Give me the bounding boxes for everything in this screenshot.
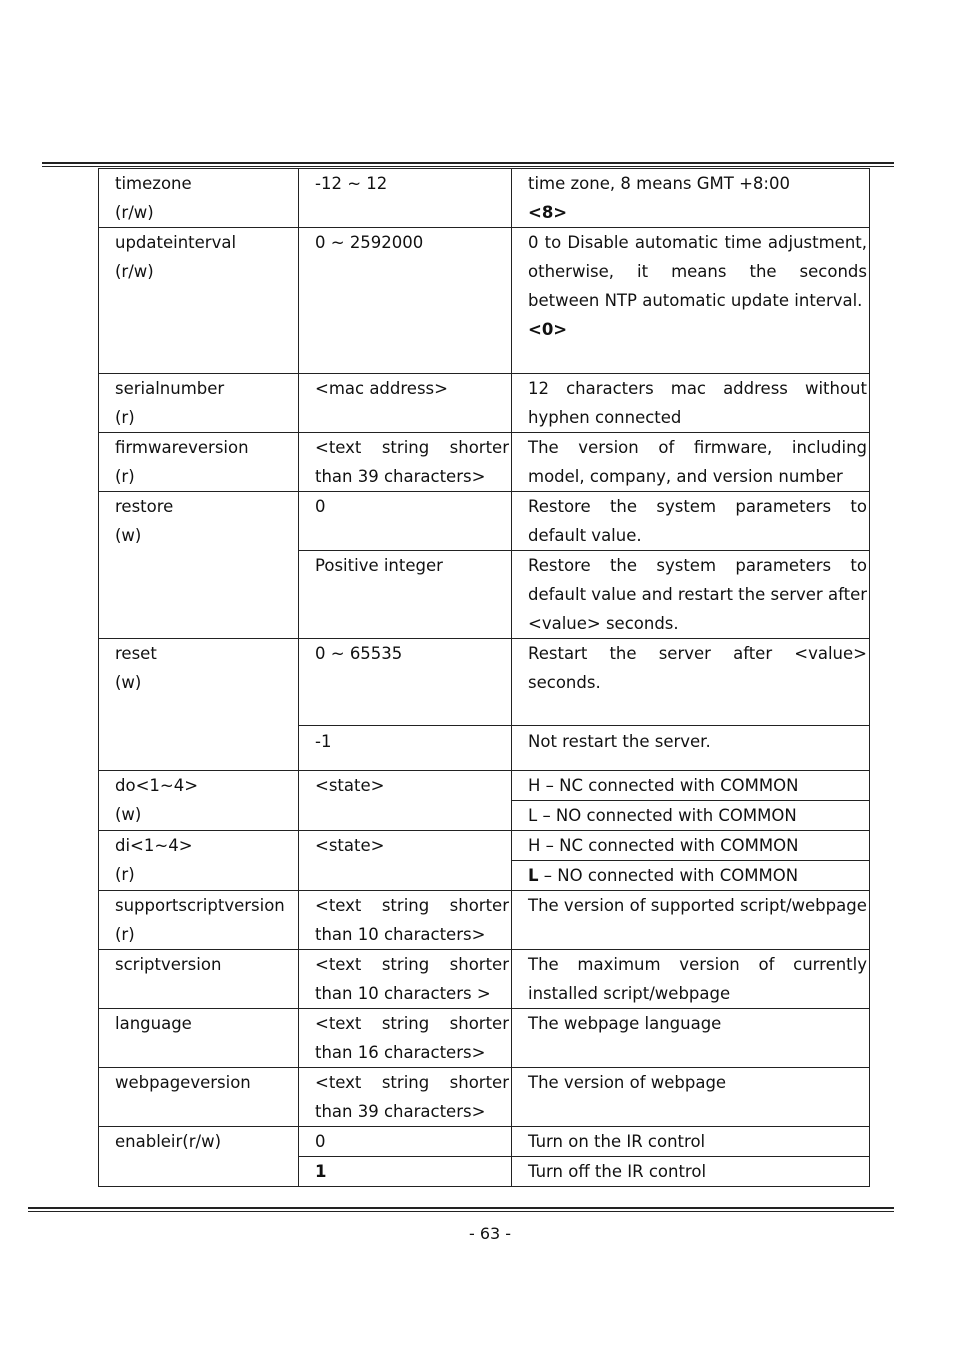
param-access: (w) xyxy=(115,805,142,824)
param-desc-cell xyxy=(512,1009,870,1068)
param-name: webpageversion xyxy=(115,1073,251,1092)
table-row xyxy=(99,169,870,228)
table-row xyxy=(99,891,870,950)
page-number: - 63 - xyxy=(468,1224,512,1243)
param-desc: time zone, 8 means GMT +8:00 xyxy=(528,174,790,193)
param-value: <text string shorter than 39 characters> xyxy=(315,438,509,486)
param-desc-cell xyxy=(512,492,870,551)
param-desc: The version of webpage xyxy=(528,1073,727,1092)
param-desc: – NO connected with COMMON xyxy=(543,866,799,885)
param-desc: The maximum version of currently installed script/webpage xyxy=(528,955,867,1003)
param-access: (r) xyxy=(115,865,135,884)
param-desc: Restore the system parameters to default value. xyxy=(528,497,867,545)
table-row xyxy=(99,1127,870,1157)
param-desc: H – NC connected with COMMON xyxy=(528,836,799,855)
param-name: reset xyxy=(115,644,157,663)
footer-rule-thick xyxy=(28,1207,894,1209)
param-desc: Turn on the IR control xyxy=(528,1132,706,1151)
param-desc: 12 characters mac address without hyphen connected xyxy=(528,379,867,427)
param-name: serialnumber xyxy=(115,379,225,398)
param-default: <8> xyxy=(528,203,568,222)
param-name: language xyxy=(115,1014,192,1033)
param-value: <text string shorter than 16 characters> xyxy=(315,1014,509,1062)
param-value: -12 ~ 12 xyxy=(315,174,388,193)
param-desc: L – NO connected with COMMON xyxy=(528,806,797,825)
parameter-table xyxy=(98,168,870,1187)
param-value: <state> xyxy=(315,836,385,855)
param-name-cell xyxy=(99,1068,299,1127)
param-value-cell xyxy=(299,639,512,726)
param-name: supportscriptversion xyxy=(115,896,285,915)
param-desc-cell xyxy=(512,433,870,492)
param-name: firmwareversion xyxy=(115,438,249,457)
header-rule-thin xyxy=(42,166,894,167)
param-value-cell xyxy=(299,1157,512,1187)
table-row xyxy=(99,639,870,726)
param-value: <mac address> xyxy=(315,379,448,398)
header-rule-thick xyxy=(42,162,894,164)
param-name: di<1~4> xyxy=(115,836,193,855)
param-access: (r) xyxy=(115,925,135,944)
param-access: (r) xyxy=(115,408,135,427)
param-name-cell xyxy=(99,228,299,374)
param-value-cell xyxy=(299,374,512,433)
param-value: <state> xyxy=(315,776,385,795)
param-desc-cell xyxy=(512,861,870,891)
table-row xyxy=(99,1068,870,1127)
param-value: 0 ~ 2592000 xyxy=(315,233,424,252)
param-value-cell xyxy=(299,169,512,228)
param-value-cell xyxy=(299,771,512,831)
param-desc: Restart the server after <value> seconds. xyxy=(528,644,867,692)
param-desc-cell xyxy=(512,801,870,831)
param-value: <text string shorter than 10 characters > xyxy=(315,955,509,1003)
table-row xyxy=(99,1009,870,1068)
param-value-cell xyxy=(299,1009,512,1068)
param-name: scriptversion xyxy=(115,955,222,974)
param-default: <0> xyxy=(528,320,568,339)
param-value: <text string shorter than 39 characters> xyxy=(315,1073,509,1121)
param-desc: Turn off the IR control xyxy=(528,1162,707,1181)
param-name-cell xyxy=(99,433,299,492)
param-name-cell xyxy=(99,639,299,771)
param-desc-cell xyxy=(512,551,870,639)
param-value-cell xyxy=(299,950,512,1009)
param-desc: The version of firmware, including model, company, and version number xyxy=(528,438,867,486)
param-desc: Restore the system parameters to default value and restart the server after <value> seconds. xyxy=(528,556,867,633)
param-name-cell xyxy=(99,950,299,1009)
param-access: (r) xyxy=(115,467,135,486)
table-row xyxy=(99,374,870,433)
param-desc-cell xyxy=(512,726,870,771)
param-value-cell xyxy=(299,551,512,639)
param-name-cell xyxy=(99,169,299,228)
param-name: timezone xyxy=(115,174,192,193)
param-name-cell xyxy=(99,492,299,639)
param-desc-cell xyxy=(512,639,870,726)
param-value: 0 xyxy=(315,1132,326,1151)
param-desc: The version of supported script/webpage xyxy=(528,896,867,915)
param-desc: 0 to Disable automatic time adjustment, otherwise, it means the seconds between NTP automatic update interval. xyxy=(528,233,867,310)
param-desc-prefix: L xyxy=(528,866,539,885)
table-row xyxy=(99,492,870,551)
param-desc: H – NC connected with COMMON xyxy=(528,776,799,795)
param-desc-cell xyxy=(512,169,870,228)
param-value: 0 xyxy=(315,497,326,516)
param-value: 1 xyxy=(315,1162,327,1181)
param-desc-cell xyxy=(512,228,870,374)
param-value-cell xyxy=(299,1127,512,1157)
param-desc-cell xyxy=(512,891,870,950)
param-desc-cell xyxy=(512,950,870,1009)
param-desc: Not restart the server. xyxy=(528,732,711,751)
param-desc-cell xyxy=(512,1068,870,1127)
param-value-cell xyxy=(299,1068,512,1127)
table-row xyxy=(99,831,870,861)
footer-rule-thin xyxy=(28,1211,894,1212)
param-value-cell xyxy=(299,726,512,771)
param-access: (r/w) xyxy=(115,262,154,281)
param-name-cell xyxy=(99,891,299,950)
param-value: <text string shorter than 10 characters> xyxy=(315,896,509,944)
param-name-cell xyxy=(99,771,299,831)
param-desc-cell xyxy=(512,1127,870,1157)
param-access: (r/w) xyxy=(115,203,154,222)
param-value-cell xyxy=(299,831,512,891)
param-value-cell xyxy=(299,228,512,374)
param-value-cell xyxy=(299,891,512,950)
param-desc-cell xyxy=(512,1157,870,1187)
param-name-cell xyxy=(99,1009,299,1068)
table-row xyxy=(99,228,870,374)
param-value-cell xyxy=(299,492,512,551)
param-name: do<1~4> xyxy=(115,776,199,795)
table-row xyxy=(99,950,870,1009)
param-desc: The webpage language xyxy=(528,1014,722,1033)
table-row xyxy=(99,433,870,492)
param-value: -1 xyxy=(315,732,332,751)
param-desc-cell xyxy=(512,831,870,861)
param-name: updateinterval xyxy=(115,233,237,252)
param-name-cell xyxy=(99,1127,299,1187)
param-value-cell xyxy=(299,433,512,492)
param-value: Positive integer xyxy=(315,556,443,575)
param-desc-cell xyxy=(512,374,870,433)
param-access: (w) xyxy=(115,673,142,692)
table-row xyxy=(99,771,870,801)
param-access: (w) xyxy=(115,526,142,545)
param-name-cell xyxy=(99,831,299,891)
param-name: enableir(r/w) xyxy=(115,1132,222,1151)
param-name-cell xyxy=(99,374,299,433)
param-value: 0 ~ 65535 xyxy=(315,644,403,663)
param-name: restore xyxy=(115,497,174,516)
param-desc-cell xyxy=(512,771,870,801)
